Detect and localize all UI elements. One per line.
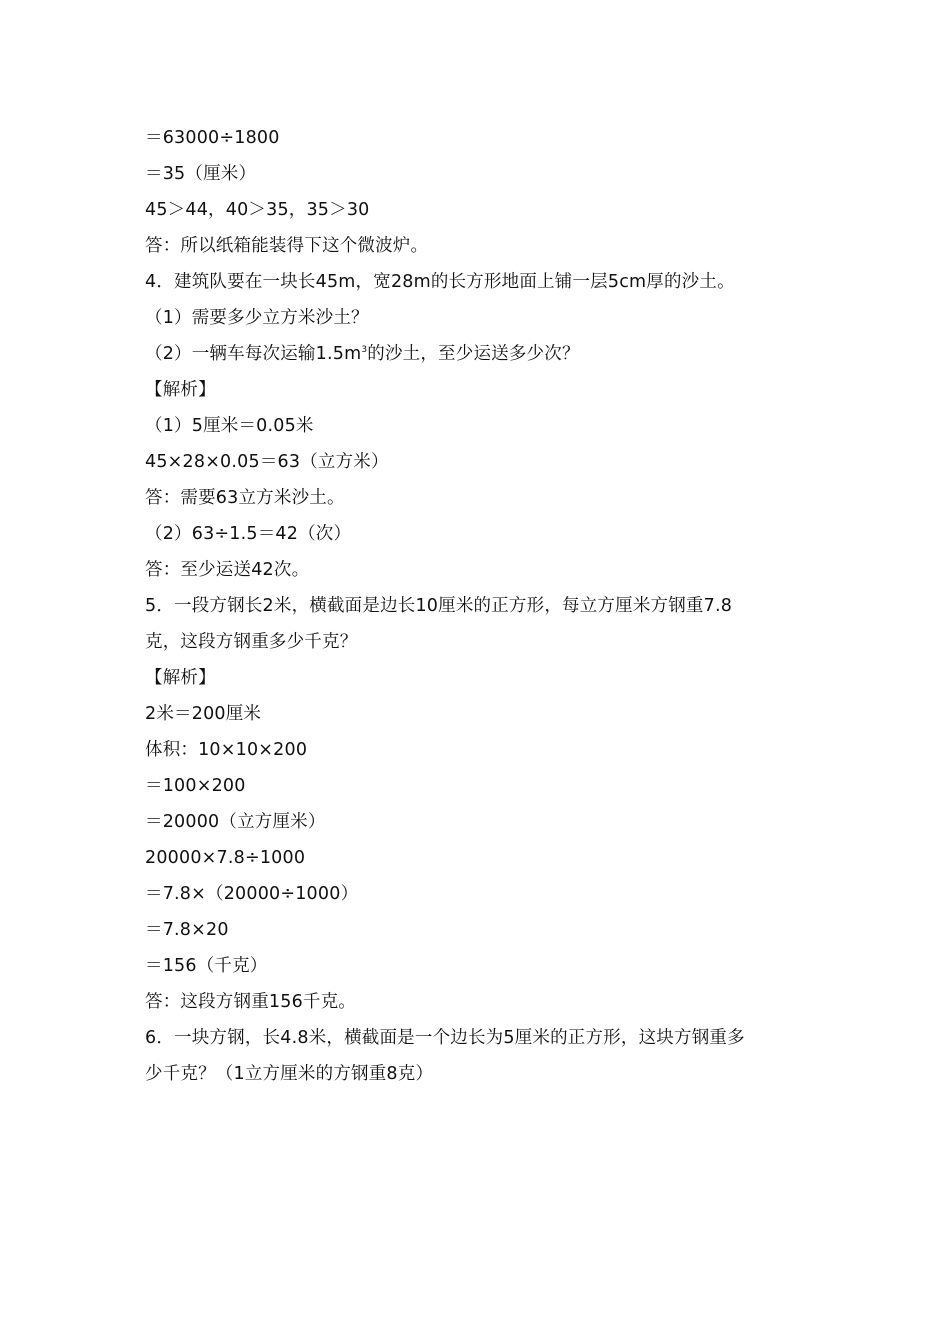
comparison-line: 45＞44，40＞35，35＞30 [145, 200, 370, 220]
calc-line: ＝100×200 [145, 776, 246, 796]
analysis-heading: 【解析】 [145, 668, 216, 688]
question-5: 5．一段方钢长2米，横截面是边长10厘米的正方形，每立方厘米方钢重7.8 [145, 596, 733, 616]
question-4-part-1: （1）需要多少立方米沙土？ [145, 308, 369, 328]
calc-line: 45×28×0.05＝63（立方米） [145, 452, 389, 472]
calc-line: ＝7.8×20 [145, 920, 229, 940]
calc-line: ＝63000÷1800 [145, 128, 280, 148]
cube-superscript: 3 [361, 345, 368, 355]
document-body [145, 120, 815, 1092]
question-6: 6．一块方钢，长4.8米，横截面是一个边长为5厘米的正方形，这块方钢重多 [145, 1028, 745, 1048]
answer-line: 答：这段方钢重156千克。 [145, 992, 357, 1012]
answer-line: 答：所以纸箱能装得下这个微波炉。 [145, 236, 429, 256]
calc-line: （1）5厘米＝0.05米 [145, 416, 314, 436]
analysis-heading: 【解析】 [145, 380, 216, 400]
question-4: 4．建筑队要在一块长45m，宽28m的长方形地面上铺一层5cm厚的沙土。 [145, 272, 735, 292]
calc-line: ＝35（厘米） [145, 164, 257, 184]
answer-line: 答：需要63立方米沙土。 [145, 488, 345, 508]
question-4-part-2-text: （2）一辆车每次运输1.5m [145, 344, 362, 364]
calc-line: 2米＝200厘米 [145, 704, 262, 724]
calc-line: ＝20000（立方厘米） [145, 812, 326, 832]
question-4-part-2 [145, 336, 815, 372]
calc-line: 20000×7.8÷1000 [145, 848, 306, 868]
question-5-continued: 克，这段方钢重多少千克？ [145, 632, 358, 652]
answer-line: 答：至少运送42次。 [145, 560, 310, 580]
question-4-part-2-tail: 的沙土，至少运送多少次？ [367, 344, 580, 364]
calc-line: （2）63÷1.5＝42（次） [145, 524, 352, 544]
question-6-continued: 少千克？（1立方厘米的方钢重8克） [145, 1064, 434, 1084]
calc-line: ＝7.8×（20000÷1000） [145, 884, 359, 904]
calc-line: 体积：10×10×200 [145, 740, 308, 760]
calc-line: ＝156（千克） [145, 956, 268, 976]
